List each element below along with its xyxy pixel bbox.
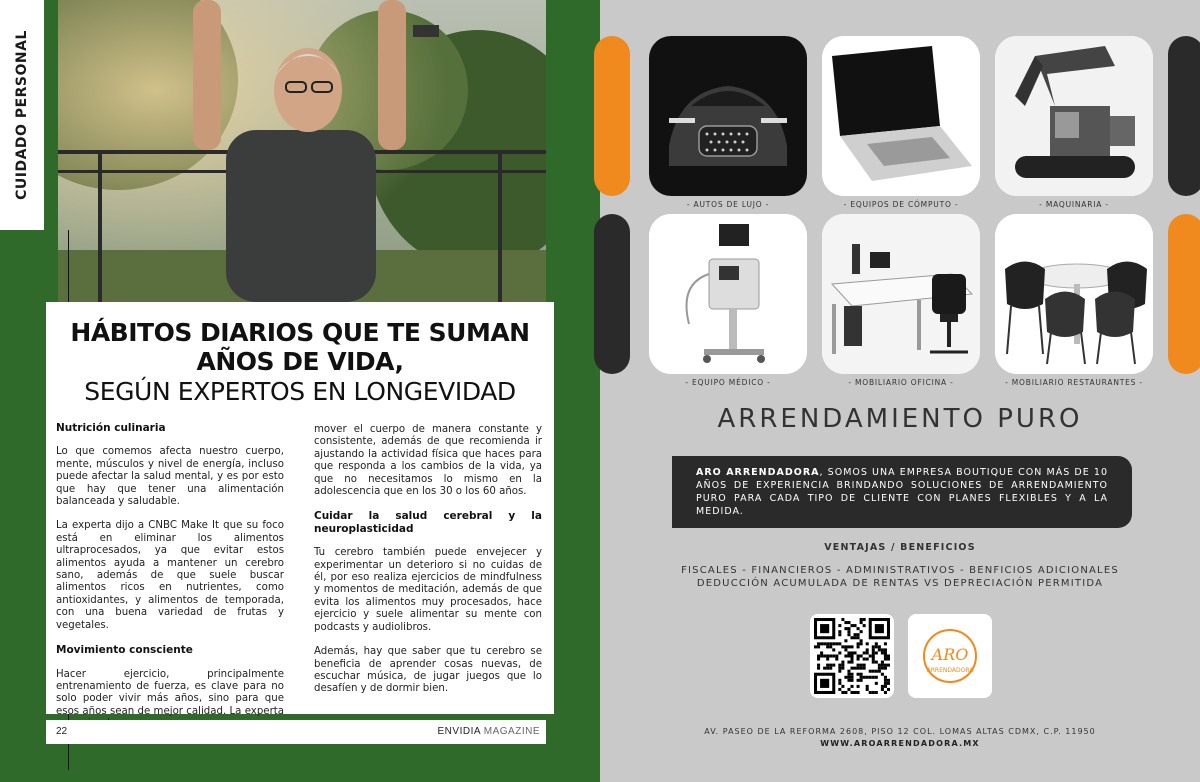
magazine-name [438, 726, 540, 737]
logo-mark: ARO [931, 645, 969, 664]
article-column-2 [314, 424, 542, 708]
title-line-2: AÑOS DE VIDA, [196, 347, 404, 376]
heading-nutricion: Nutrición culinaria [56, 422, 166, 434]
article-title [46, 318, 554, 376]
tile-maquinaria [995, 36, 1153, 196]
deco-pill [1168, 214, 1200, 374]
tile-medico [649, 214, 807, 374]
paragraph: Hacer ejercicio, principalmente entrenamiento de fuerza, es clave para no solo poder vivir más años, sino para que esos años sean de mejor calidad. La experta [56, 668, 284, 717]
article-subtitle: SEGÚN EXPERTOS EN LONGEVIDAD [84, 377, 516, 406]
paragraph: mover el cuerpo de manera constante y consistente, además de que recomienda ir ajustando la actividad física que haces para que responda a los cambios de la vida, ya que no necesitamos lo mismo en la adolescencia que en los 30 o los 60 años. [314, 424, 542, 498]
tile-oficina [822, 214, 980, 374]
article-column-1 [56, 422, 284, 743]
ad-description [696, 466, 1108, 518]
caption-autos: - AUTOS DE LUJO - [686, 200, 770, 209]
page-footer [46, 720, 546, 744]
paragraph: Lo que comemos afecta nuestro cuerpo, mente, músculos y nivel de energía, incluso puede afectar la salud mental, y es por esto que hay que tener una alimentación balanceada y saludable. [56, 446, 284, 508]
ad-title: ARRENDAMIENTO PURO [717, 404, 1083, 434]
page-number: 22 [56, 726, 68, 737]
benefits-line-1: FISCALES - FINANCIEROS - ADMINISTRATIVOS - BENFICIOS ADICIONALES [681, 565, 1119, 576]
company-website[interactable]: WWW.AROARRENDADORA.MX [820, 739, 980, 748]
title-line-1: HÁBITOS DIARIOS QUE TE SUMAN [70, 318, 530, 347]
tile-restaurantes [995, 214, 1153, 374]
paragraph: Tu cerebro también puede envejecer y experimentar un deterioro si no cuidas de él, por eso realiza ejercicios de mindfulness y momentos de meditación, además de que evita los alimentos muy procesados, hace ejercicio y suele alimentar su mente con podcasts y audiolibros. [314, 547, 542, 633]
ad-description-box [672, 456, 1132, 528]
paragraph: Además, hay que saber que tu cerebro se beneficia de aprender cosas nuevas, de escuchar música, de jugar juegos que lo desafíen y de dormir bien. [314, 646, 542, 695]
caption-maquinaria: - MAQUINARIA - [1039, 200, 1109, 209]
magazine-name-a: ENVIDIA [437, 726, 481, 737]
caption-oficina: - MOBILIARIO OFICINA - [848, 378, 954, 387]
paragraph: La experta dijo a CNBC Make It que su foco está en eliminar los alimentos ultraprocesados, ya que evitar estos alimentos ayuda a mantener un cerebro sano, además de que suele buscar alimentos ricos en nutrientes, como antioxidantes, y alimentos de temporada, con una buena variedad de frutas y vegetales. [56, 520, 284, 631]
caption-restaurantes: - MOBILIARIO RESTAURANTES - [1005, 378, 1143, 387]
heading-salud-cerebral: Cuidar la salud cerebral y la neuroplasticidad [314, 510, 542, 535]
deco-pill [594, 214, 630, 374]
deco-pill [594, 36, 630, 196]
right-page-ad [600, 0, 1200, 782]
logo-sub: ARRENDADORA [926, 667, 974, 674]
company-name: ARO ARRENDADORA [696, 467, 820, 478]
qr-code[interactable] [810, 614, 894, 698]
hero-photo [58, 0, 546, 302]
company-address: AV. PASEO DE LA REFORMA 2608, PISO 12 COL. LOMAS ALTAS CDMX, C.P. 11950 [704, 727, 1096, 736]
tile-autos [649, 36, 807, 196]
magazine-name-b: MAGAZINE [483, 726, 540, 737]
caption-computo: - EQUIPOS DE CÓMPUTO - [843, 200, 959, 209]
benefits-heading: VENTAJAS / BENEFICIOS [824, 542, 976, 553]
deco-pill [1168, 36, 1200, 196]
company-logo [908, 614, 992, 698]
article [46, 302, 554, 717]
section-label: CUIDADO PERSONAL [14, 30, 30, 200]
company-description: , SOMOS UNA EMPRESA BOUTIQUE CON MÁS DE 10 AÑOS DE EXPERIENCIA BRINDANDO SOLUCIONES DE ARRENDAMIENTO PURO PARA CADA TIPO DE CLIENTE CON PLANES FLEXIBLES Y A LA MEDIDA. [696, 467, 1109, 517]
benefits-line-2: DEDUCCIÓN ACUMULADA DE RENTAS VS DEPRECIACIÓN PERMITIDA [696, 578, 1104, 589]
heading-movimiento: Movimiento consciente [56, 644, 193, 657]
tile-computo [822, 36, 980, 196]
section-tab [0, 0, 44, 230]
caption-medico: - EQUIPO MÉDICO - [685, 378, 771, 387]
